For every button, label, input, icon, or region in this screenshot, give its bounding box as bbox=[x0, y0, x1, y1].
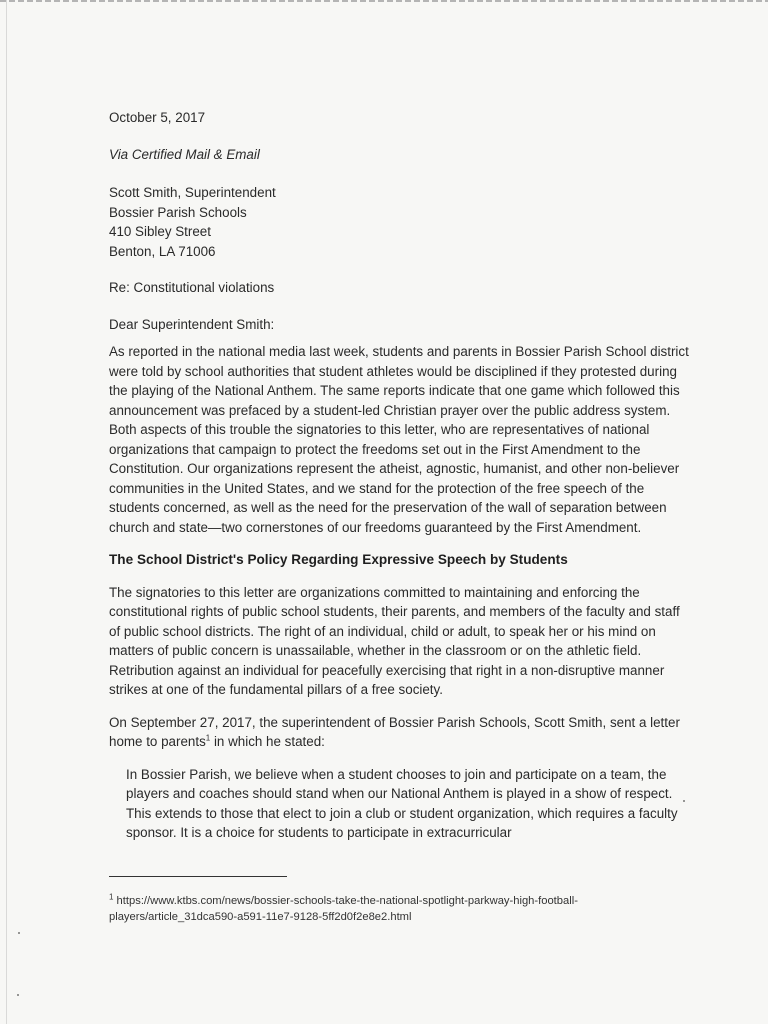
scan-speck bbox=[18, 932, 20, 934]
footnote-reference: 1 bbox=[205, 733, 211, 743]
scan-top-edge bbox=[0, 0, 768, 2]
scan-speck bbox=[683, 800, 685, 802]
section-heading: The School District's Policy Regarding Expressive Speech by Students bbox=[109, 552, 568, 567]
paragraph-text: in which he stated: bbox=[210, 734, 325, 749]
paragraph-superintendent-letter bbox=[109, 713, 689, 752]
letter-body bbox=[109, 108, 689, 843]
paragraph-intro: As reported in the national media last week, students and parents in Bossier Parish School district were told by school authorities that student athletes would be disciplined if they protested during the playing of the National Anthem. The same reports indicate that one game which followed this announcement was prefaced by a student-led Christian prayer over the public address system. Both aspects of this trouble the signatories to this letter, who are representatives of national organizations that campaign to protect the freedoms set out in the First Amendment to the Constitution. Our organizations represent the atheist, agnostic, humanist, and other non-believer communities in the United States, and we stand for the protection of the free speech of the students concerned, as well as the need for the preservation of the wall of separation between church and state—two cornerstones of our freedoms guaranteed by the First Amendment. bbox=[109, 344, 689, 535]
paragraph-signatories: The signatories to this letter are organizations committed to maintaining and enforcing the constitutional rights of public school students, their parents, and members of the faculty and staff of public school districts. The right of an individual, child or adult, to speak her or his mind on matters of public concern is unassailable, whether in the classroom or on the athletic field. Retribution against an individual for peacefully exercising that right in a non-disruptive manner strikes at one of the fundamental pillars of a free society. bbox=[109, 584, 680, 697]
footnote bbox=[109, 893, 689, 925]
paragraph-text: On September 27, 2017, the superintendent of Bossier Parish Schools, Scott Smith, sent a letter home to parents bbox=[109, 714, 680, 749]
address-line: Bossier Parish Schools bbox=[109, 204, 247, 220]
address-line: Benton, LA 71006 bbox=[109, 243, 216, 259]
scan-left-edge bbox=[6, 0, 7, 1024]
salutation: Dear Superintendent Smith: bbox=[109, 316, 275, 332]
scan-speck bbox=[17, 994, 19, 996]
subject-line: Re: Constitutional violations bbox=[109, 280, 275, 295]
footnote-url: https://www.ktbs.com/news/bossier-schools-take-the-national-spotlight-parkway-high-football-players/article_31dca590-a591-11e7-9128-5ff2d0f2e8e2.html bbox=[109, 895, 578, 924]
delivery-method: Via Certified Mail & Email bbox=[109, 146, 260, 162]
block-quote: In Bossier Parish, we believe when a student chooses to join and participate on a team, the players and coaches should stand when our National Anthem is played in a show of respect. This extends to those that elect to join a club or student organization, which requires a faculty sponsor. It is a choice for students to participate in extracurricular bbox=[126, 766, 678, 840]
recipient-address bbox=[109, 183, 689, 261]
address-line: Scott Smith, Superintendent bbox=[109, 185, 276, 200]
footnote-divider bbox=[109, 876, 287, 877]
footnote-marker: 1 bbox=[109, 892, 114, 902]
letter-date: October 5, 2017 bbox=[109, 110, 206, 125]
address-line: 410 Sibley Street bbox=[109, 224, 211, 239]
